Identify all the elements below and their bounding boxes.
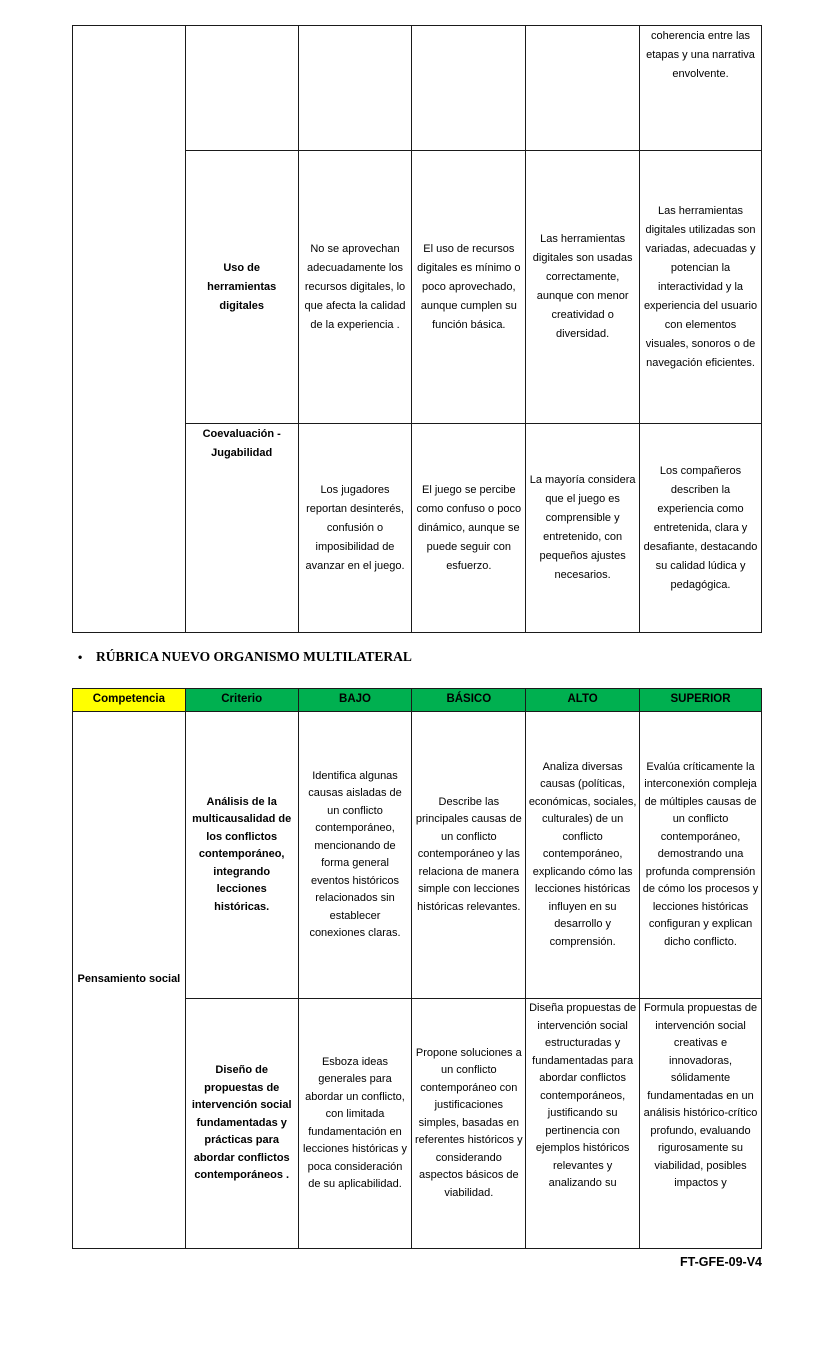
basico-cell: El juego se percibe como confuso o poco dinámico, aunque se puede seguir con esfuerzo.: [412, 424, 526, 633]
rubric-table-game-continuation: [72, 25, 762, 633]
section-heading: [78, 649, 412, 665]
bajo-cell: Los jugadores reportan desinterés, confusión o imposibilidad de avanzar en el juego.: [298, 424, 412, 633]
header-alto: ALTO: [526, 689, 640, 712]
alto-cell: Diseña propuestas de intervención social estructuradas y fundamentadas para abordar conflictos contemporáneos, justificando su pertinencia con ejemplos históricos relevantes y analizando su: [526, 999, 640, 1249]
criterio-cell: [185, 26, 298, 151]
rubric-table-multilateral: [72, 688, 762, 1249]
superior-cell: Evalúa críticamente la interconexión compleja de múltiples causas de un conflicto contemporáneo, demostrando una profunda comprensión de cómo los procesos y lecciones históricas configuran y explican dicho conflicto.: [640, 712, 762, 999]
header-bajo: BAJO: [298, 689, 412, 712]
superior-cell: Formula propuestas de intervención social creativas e innovadoras, sólidamente fundamentadas en un análisis histórico-crítico profundo, evaluando rigurosamente su viabilidad, posibles impactos y: [640, 999, 762, 1249]
superior-cell: Las herramientas digitales utilizadas son variadas, adecuadas y potencian la interactividad y la experiencia del usuario con elementos visuales, sonoros o de navegación eficientes.: [640, 151, 762, 424]
table-header-row: [73, 689, 762, 712]
table-row: [73, 26, 762, 151]
header-criterio: Criterio: [185, 689, 298, 712]
header-competencia: Competencia: [73, 689, 186, 712]
basico-cell: Describe las principales causas de un conflicto contemporáneo y las relaciona de manera simple con lecciones históricas relevantes.: [412, 712, 526, 999]
superior-cell: coherencia entre las etapas y una narrativa envolvente.: [640, 26, 762, 151]
header-basico: BÁSICO: [412, 689, 526, 712]
criterio-cell: Diseño de propuestas de intervención social fundamentadas y prácticas para abordar conflictos contemporáneos .: [185, 999, 298, 1249]
header-superior: SUPERIOR: [640, 689, 762, 712]
basico-cell: Propone soluciones a un conflicto contemporáneo con justificaciones simples, basadas en referentes históricos y considerando aspectos básicos de viabilidad.: [412, 999, 526, 1249]
criterio-cell: Análisis de la multicausalidad de los conflictos contemporáneo, integrando lecciones históricas.: [185, 712, 298, 999]
competencia-cell-empty: [73, 26, 186, 633]
bajo-cell: [298, 26, 412, 151]
alto-cell: [526, 26, 640, 151]
bullet-icon: •: [78, 650, 83, 664]
basico-cell: El uso de recursos digitales es mínimo o poco aprovechado, aunque cumplen su función básica.: [412, 151, 526, 424]
bajo-cell: Esboza ideas generales para abordar un conflicto, con limitada fundamentación en lecciones históricas y poca consideración de su aplicabilidad.: [298, 999, 412, 1249]
alto-cell: Analiza diversas causas (políticas, económicas, sociales, culturales) de un conflicto contemporáneo, explicando cómo las lecciones históricas influyen en su desarrollo y comprensión.: [526, 712, 640, 999]
table-row: [73, 712, 762, 999]
basico-cell: [412, 26, 526, 151]
bajo-cell: Identifica algunas causas aisladas de un conflicto contemporáneo, mencionando de forma general eventos históricos relacionados sin establecer conexiones claras.: [298, 712, 412, 999]
competencia-cell: Pensamiento social: [73, 712, 186, 1249]
criterio-cell: Coevaluación - Jugabilidad: [185, 424, 298, 633]
alto-cell: La mayoría considera que el juego es comprensible y entretenido, con pequeños ajustes necesarios.: [526, 424, 640, 633]
criterio-cell: Uso de herramientas digitales: [185, 151, 298, 424]
bajo-cell: No se aprovechan adecuadamente los recursos digitales, lo que afecta la calidad de la experiencia .: [298, 151, 412, 424]
footer-code: FT-GFE-09-V4: [680, 1255, 762, 1269]
alto-cell: Las herramientas digitales son usadas correctamente, aunque con menor creatividad o diversidad.: [526, 151, 640, 424]
superior-cell: Los compañeros describen la experiencia como entretenida, clara y desafiante, destacando su calidad lúdica y pedagógica.: [640, 424, 762, 633]
section-heading-text: RÚBRICA NUEVO ORGANISMO MULTILATERAL: [96, 649, 412, 664]
